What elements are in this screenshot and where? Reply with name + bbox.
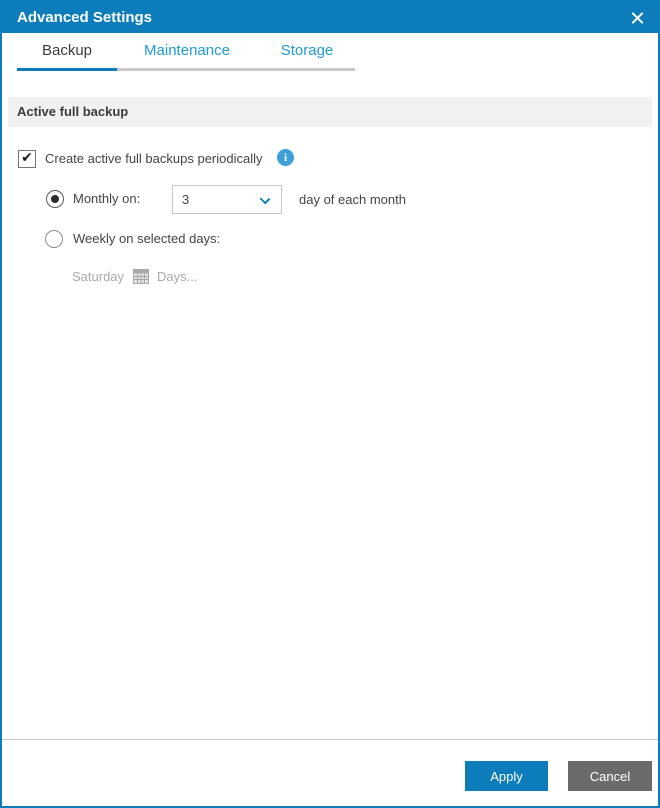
title-bar (2, 2, 658, 33)
monthly-day-select[interactable] (172, 185, 282, 214)
weekly-radio-label: Weekly on selected days: (73, 231, 221, 246)
active-tab-indicator (17, 68, 117, 71)
periodic-full-backup-label: Create active full backups periodically (45, 151, 263, 166)
tab-backup-label: Backup (41, 42, 93, 59)
footer-divider (2, 739, 658, 740)
monthly-day-select-value: 3 (182, 192, 190, 207)
tab-underline-track (17, 68, 355, 71)
monthly-radio-label: Monthly on: (73, 191, 141, 206)
tab-maintenance[interactable] (137, 33, 237, 68)
checkmark-icon: ✔ (21, 150, 33, 166)
days-button[interactable]: Days... (157, 269, 198, 284)
info-icon[interactable]: i (277, 149, 294, 166)
apply-button[interactable]: Apply (465, 761, 548, 791)
weekly-days-value: Saturday (72, 269, 125, 284)
monthly-suffix-label: day of each month (299, 192, 406, 207)
tab-backup[interactable] (17, 33, 117, 68)
tab-bar (17, 33, 357, 68)
section-header-active-full-backup (8, 97, 652, 127)
periodic-full-backup-checkbox[interactable] (18, 150, 36, 168)
weekly-radio[interactable] (45, 230, 63, 248)
close-icon[interactable] (629, 9, 647, 27)
tab-storage-label: Storage (280, 42, 334, 59)
section-header-label: Active full backup (17, 104, 129, 119)
dialog-title: Advanced Settings (17, 9, 153, 26)
chevron-down-icon (260, 194, 271, 205)
cancel-button[interactable]: Cancel (568, 761, 652, 791)
monthly-radio[interactable] (46, 190, 64, 208)
tab-maintenance-label: Maintenance (144, 42, 230, 59)
calendar-icon (133, 269, 149, 284)
tab-storage[interactable] (257, 33, 357, 68)
